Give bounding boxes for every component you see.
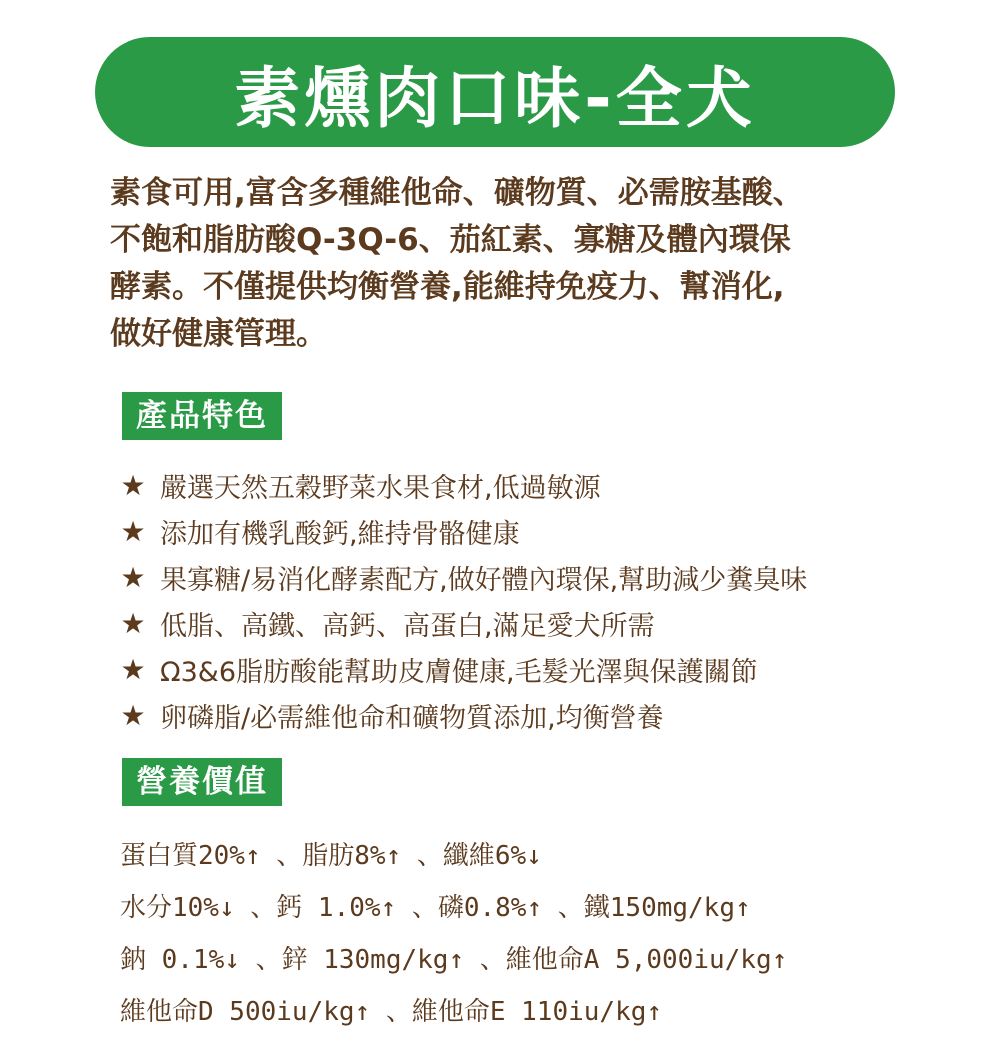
nutrition-line: 蛋白質20%↑ 、脂肪8%↑ 、纖維6%↓ xyxy=(120,841,542,871)
feature-text: 嚴選天然五穀野菜水果食材,低過敏源 xyxy=(160,472,601,504)
feature-text: Ω3&6脂肪酸能幫助皮膚健康,毛髮光澤與保護關節 xyxy=(160,656,758,688)
feature-item xyxy=(120,692,980,738)
intro-line: 做好健康管理。 xyxy=(110,316,327,352)
feature-item xyxy=(120,646,980,692)
intro-line: 素食可用,富含多種維他命、礦物質、必需胺基酸、 xyxy=(110,175,804,211)
star-icon: ★ xyxy=(120,698,146,732)
nutrition-line: 鈉 0.1%↓ 、鋅 130mg/kg↑ 、維他命A 5,000iu/kg↑ xyxy=(120,945,788,975)
intro-line: 酵素。不僅提供均衡營養,能維持免疫力、幫消化, xyxy=(110,269,785,305)
star-icon: ★ xyxy=(120,468,146,502)
star-icon: ★ xyxy=(120,606,146,640)
feature-item xyxy=(120,600,980,646)
feature-text: 卵磷脂/必需維他命和礦物質添加,均衡營養 xyxy=(160,702,664,734)
nutrition-line: 維他命D 500iu/kg↑ 、維他命E 110iu/kg↑ xyxy=(120,997,663,1027)
feature-item xyxy=(120,462,980,508)
page-title: 素燻肉口味-全犬 xyxy=(234,59,756,137)
star-icon: ★ xyxy=(120,560,146,594)
feature-text: 低脂、高鐵、高鈣、高蛋白,滿足愛犬所需 xyxy=(160,610,655,642)
feature-text: 添加有機乳酸鈣,維持骨骼健康 xyxy=(160,518,520,550)
nutrition-section-label: 營養價值 xyxy=(122,758,282,806)
feature-item xyxy=(120,508,980,554)
feature-item xyxy=(120,554,980,600)
nutrition-line: 水分10%↓ 、鈣 1.0%↑ 、磷0.8%↑ 、鐵150mg/kg↑ xyxy=(120,893,751,923)
features-section-label: 產品特色 xyxy=(122,392,282,440)
features-list xyxy=(120,462,980,738)
feature-text: 果寡糖/易消化酵素配方,做好體內環保,幫助減少糞臭味 xyxy=(160,564,808,596)
title-banner xyxy=(95,37,895,147)
nutrition-values xyxy=(120,830,980,1038)
intro-line: 不飽和脂肪酸Q-3Q-6、茄紅素、寡糖及體內環保 xyxy=(110,222,791,258)
star-icon: ★ xyxy=(120,652,146,686)
star-icon: ★ xyxy=(120,514,146,548)
intro-paragraph xyxy=(110,170,890,358)
